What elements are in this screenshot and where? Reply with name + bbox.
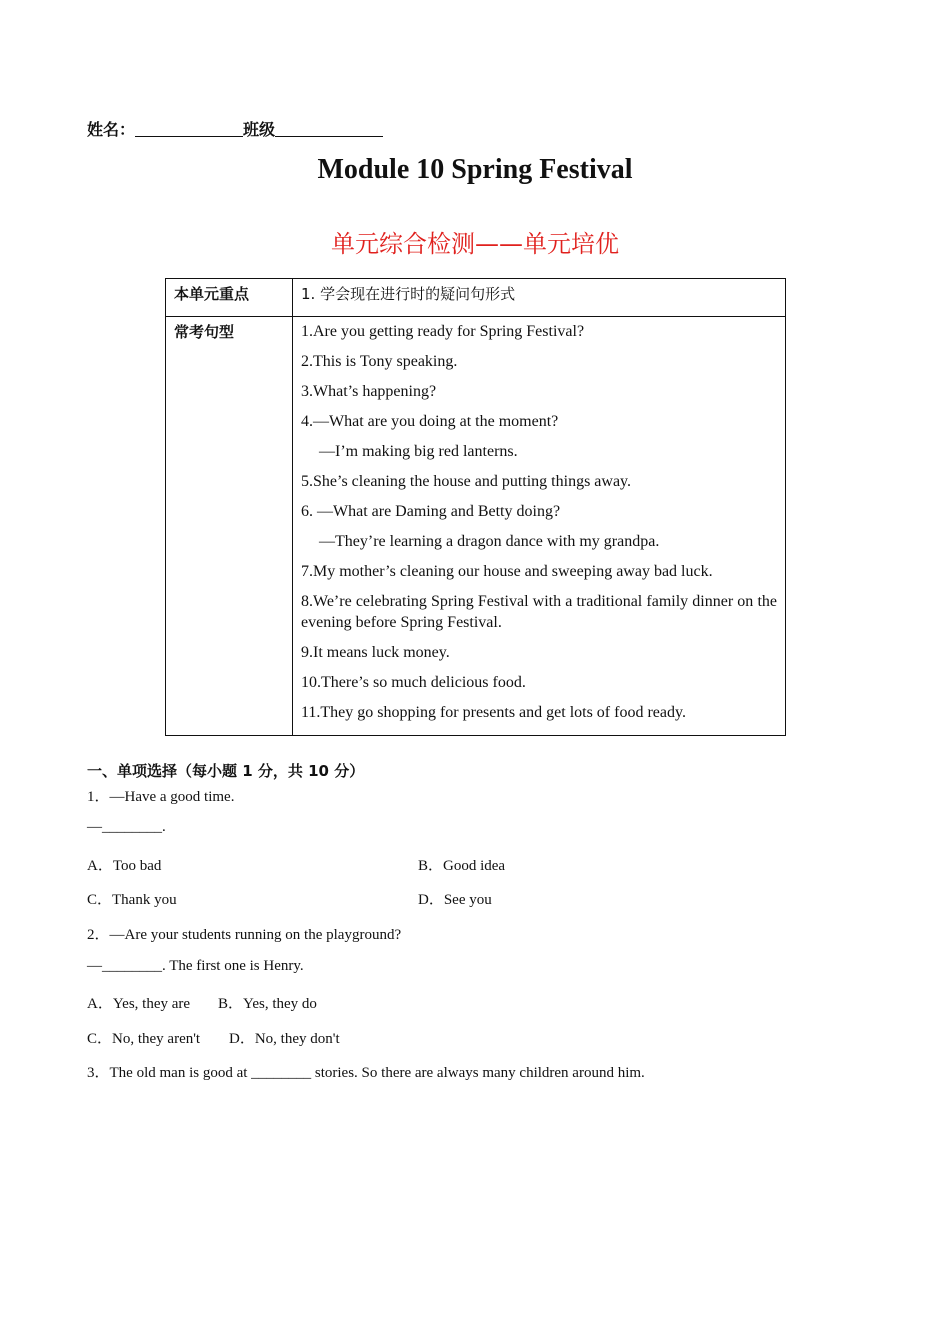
q2-option-b[interactable]: B．Yes, they do: [218, 996, 317, 1012]
question-3-stem: 3．The old man is good at ________ stories. So there are always many children around him.: [87, 1065, 645, 1081]
sentence-line: 10.There’s so much delicious food.: [301, 674, 526, 691]
section-title: 一、单项选择（每小题 1 分，共 10 分）: [87, 762, 365, 780]
sentences-label: 常考句型: [166, 317, 293, 736]
class-blank[interactable]: [275, 122, 383, 137]
q1-option-b[interactable]: B．Good idea: [418, 858, 506, 874]
sentence-line: 11.They go shopping for presents and get lots of food ready.: [301, 704, 686, 721]
sentence-line: —They’re learning a dragon dance with my grandpa.: [319, 533, 660, 550]
name-blank[interactable]: [135, 122, 243, 137]
q2-option-d[interactable]: D．No, they don't: [229, 1031, 340, 1047]
q1-option-d[interactable]: D．See you: [418, 892, 492, 908]
question-1-stem: 1．—Have a good time.: [87, 789, 235, 805]
table-row-sentences: [166, 317, 786, 736]
sentence-line: 1.Are you getting ready for Spring Festival?: [301, 323, 585, 340]
focus-label: 本单元重点: [166, 279, 293, 317]
class-label: 班级: [243, 120, 276, 139]
sentence-line: 9.It means luck money.: [301, 644, 450, 661]
table-row-focus: [166, 279, 786, 317]
sentence-line: 6. —What are Daming and Betty doing?: [301, 503, 561, 520]
sentences-cell: [293, 317, 786, 736]
sentence-line: 7.My mother’s cleaning our house and sweeping away bad luck.: [301, 563, 713, 580]
q1-option-a[interactable]: A．Too bad: [87, 858, 162, 874]
student-info-line: [87, 117, 383, 140]
sentence-line: 5.She’s cleaning the house and putting things away.: [301, 473, 632, 490]
sentence-line: 8.We’re celebrating Spring Festival with a traditional family dinner on the evening before Spring Festival.: [301, 593, 777, 631]
page-title: Module 10 Spring Festival: [317, 154, 633, 185]
q1-option-c[interactable]: C．Thank you: [87, 892, 177, 908]
q2-option-a[interactable]: A．Yes, they are: [87, 996, 191, 1012]
q2-option-c[interactable]: C．No, they aren't: [87, 1031, 201, 1047]
sentence-line: 4.—What are you doing at the moment?: [301, 413, 559, 430]
focus-text: 1. 学会现在进行时的疑问句形式: [293, 279, 786, 317]
sentence-line: —I’m making big red lanterns.: [319, 443, 518, 460]
sentence-line: 2.This is Tony speaking.: [301, 353, 458, 370]
name-label: 姓名：: [87, 120, 136, 139]
question-2-stem: 2．—Are your students running on the playground?: [87, 927, 402, 943]
sentence-line: 3.What’s happening?: [301, 383, 437, 400]
page-subtitle: 单元综合检测——单元培优: [331, 230, 619, 258]
question-1-reply: —________.: [87, 819, 166, 835]
unit-summary-table: [165, 278, 786, 736]
question-2-reply: —________. The first one is Henry.: [87, 958, 304, 974]
